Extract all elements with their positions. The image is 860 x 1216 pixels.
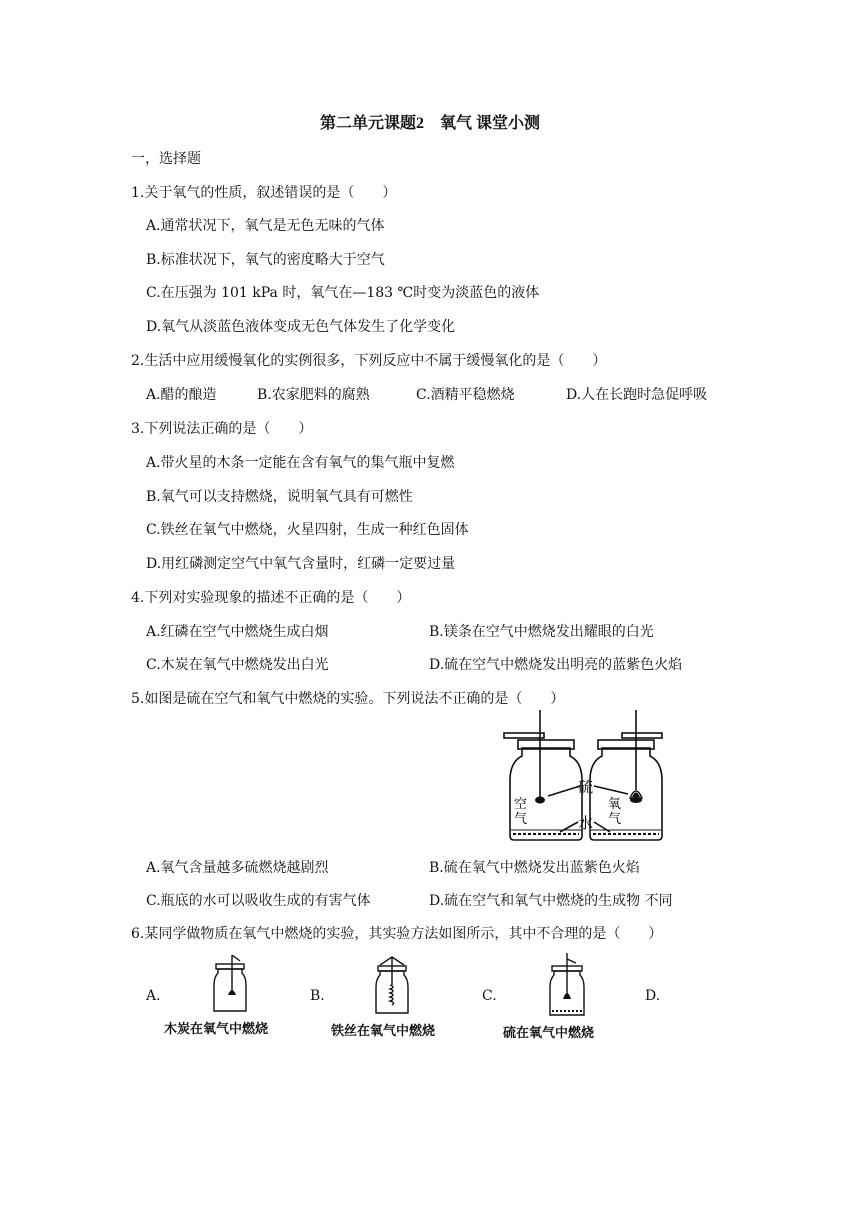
question-1-option-b[interactable]: B.标准状况下，氧气的密度略大于空气 xyxy=(146,252,385,268)
question-2-option-a[interactable]: A.醋的酿造 xyxy=(146,387,217,403)
question-1-option-c[interactable]: C.在压强为 101 kPa 时，氧气在—183 ℃时变为淡蓝色的液体 xyxy=(146,285,540,301)
question-3-option-c[interactable]: C.铁丝在氧气中燃烧，火星四射，生成一种红色固体 xyxy=(146,522,469,538)
question-2-option-b[interactable]: B.农家肥料的腐熟 xyxy=(257,387,370,403)
question-5-option-a[interactable]: A.氧气含量越多硫燃烧越剧烈 xyxy=(146,860,329,876)
question-4-option-c[interactable]: C.木炭在氧气中燃烧发出白光 xyxy=(146,657,329,673)
figure-label-sulfur: 硫 xyxy=(578,778,594,796)
sulfur-bottle-figure xyxy=(542,953,592,1019)
question-5-stem: 5.如图是硫在空气和氧气中燃烧的实验。下列说法不正确的是（ ） xyxy=(131,691,565,707)
question-6-option-b[interactable]: B. xyxy=(310,988,325,1004)
page-title: 第二单元课题2 氧气 课堂小测 xyxy=(319,115,540,132)
question-2-stem: 2.生活中应用缓慢氧化的实例很多，下列反应中不属于缓慢氧化的是（ ） xyxy=(131,353,607,369)
question-5-option-c[interactable]: C.瓶底的水可以吸收生成的有害气体 xyxy=(146,893,371,909)
figure-b-caption: 铁丝在氧气中燃烧 xyxy=(331,1024,436,1039)
question-3-stem: 3.下列说法正确的是（ ） xyxy=(131,421,313,437)
question-2-option-d[interactable]: D.人在长跑时急促呼吸 xyxy=(566,387,708,403)
question-4-option-a[interactable]: A.红磷在空气中燃烧生成白烟 xyxy=(146,624,329,640)
question-1-stem: 1.关于氧气的性质，叙述错误的是（ ） xyxy=(131,185,397,201)
figure-label-oxygen-2: 气 xyxy=(608,812,622,827)
question-1-option-d[interactable]: D.氧气从淡蓝色液体变成无色气体发生了化学变化 xyxy=(146,319,456,335)
question-3-option-d[interactable]: D.用红磷测定空气中氧气含量时，红磷一定要过量 xyxy=(146,556,456,572)
question-5-option-b[interactable]: B.硫在氧气中燃烧发出蓝紫色火焰 xyxy=(429,860,640,876)
question-6-stem: 6.某同学做物质在氧气中燃烧的实验，其实验方法如图所示，其中不合理的是（ ） xyxy=(131,926,663,942)
question-3-option-a[interactable]: A.带火星的木条一定能在含有氧气的集气瓶中复燃 xyxy=(146,455,455,471)
question-6-option-c[interactable]: C. xyxy=(482,988,497,1004)
question-5-option-d[interactable]: D.硫在空气和氧气中燃烧的生成物 不同 xyxy=(429,893,673,909)
figure-label-water: 水 xyxy=(578,814,594,832)
figure-label-air-1: 空 xyxy=(514,797,528,812)
question-6-option-a[interactable]: A. xyxy=(146,988,161,1004)
iron-wire-bottle-figure xyxy=(368,955,418,1017)
figure-label-oxygen-1: 氧 xyxy=(608,797,622,812)
figure-label-air-2: 气 xyxy=(514,812,528,827)
question-4-option-b[interactable]: B.镁条在空气中燃烧发出耀眼的白光 xyxy=(429,624,654,640)
question-4-stem: 4.下列对实验现象的描述不正确的是（ ） xyxy=(131,590,411,606)
question-2-option-c[interactable]: C.酒精平稳燃烧 xyxy=(416,387,515,403)
question-6-option-d[interactable]: D. xyxy=(645,988,661,1004)
question-3-option-b[interactable]: B.氧气可以支持燃烧，说明氧气具有可燃性 xyxy=(146,489,413,505)
figure-c-caption: 硫在氧气中燃烧 xyxy=(503,1026,595,1041)
charcoal-bottle-figure xyxy=(206,955,256,1015)
sulfur-combustion-figure xyxy=(498,710,670,846)
question-1-option-a[interactable]: A.通常状况下，氧气是无色无味的气体 xyxy=(146,218,385,234)
section-heading: 一，选择题 xyxy=(131,151,201,167)
figure-a-caption: 木炭在氧气中燃烧 xyxy=(164,1022,269,1037)
question-4-option-d[interactable]: D.硫在空气中燃烧发出明亮的蓝紫色火焰 xyxy=(429,657,683,673)
